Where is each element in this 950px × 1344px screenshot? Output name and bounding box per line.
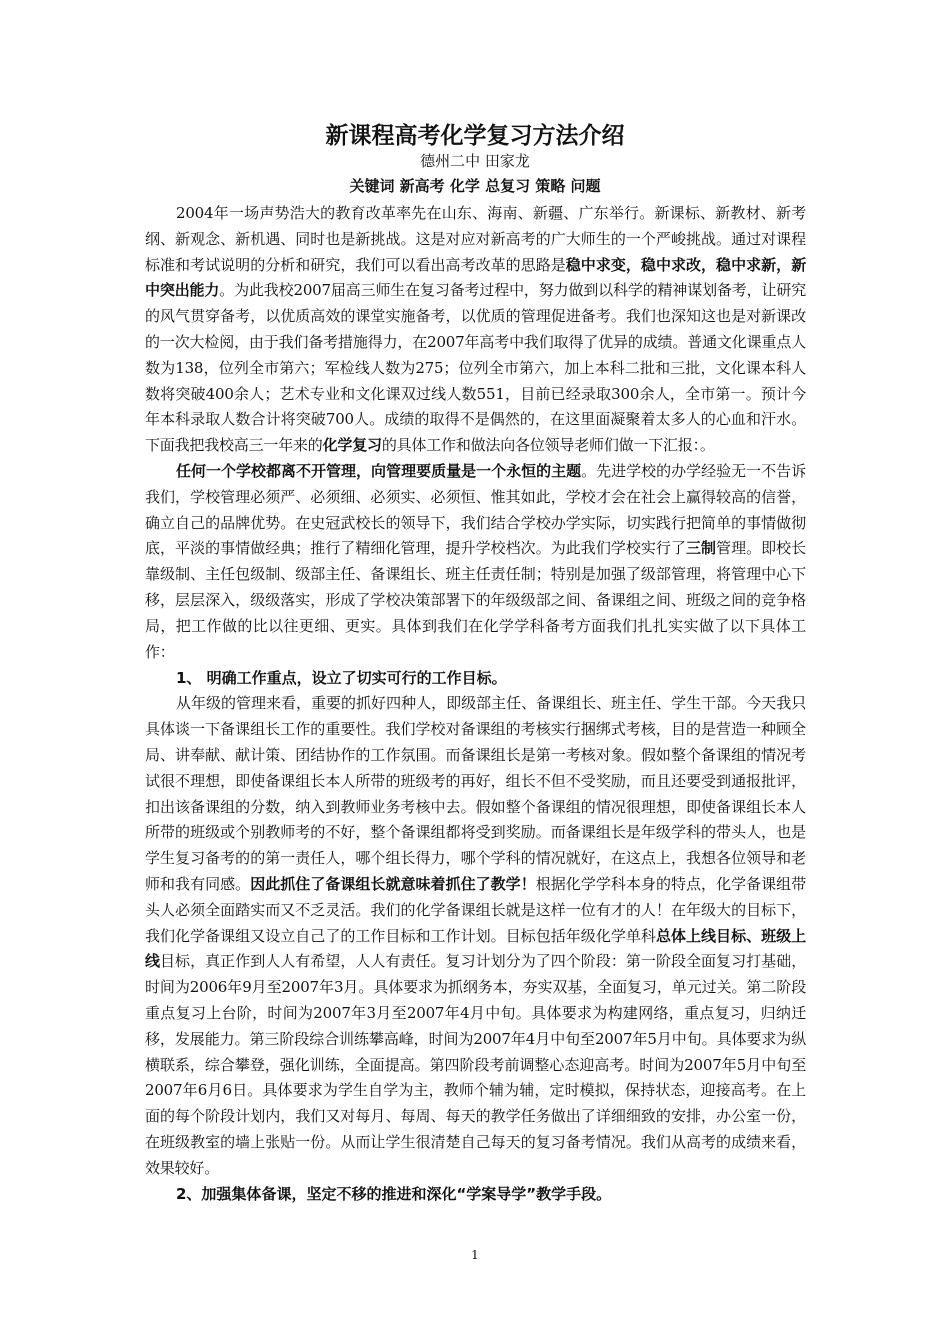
intro-text-1: 2004年一场声势浩大的教育改革率先在山东、海南、新疆、广东举行。新课标、新教材、新考纲、新观念、新机遇、同时也是新挑战。这是对应对新高考的广大师生的一个严峻挑战。通过对课程标准和考试说明的分析和研究，我们可以看出高考改革的思路是 [145,204,806,274]
page-number: 1 [471,1248,479,1262]
goals-text-3: 目标，真正作到人人有希望，人人有责任。复习计划分为了四个阶段：第一阶段全面复习打基础，时间为2006年9月至2007年3月。具体要求为抓纲务本，夯实双基，全面复习，单元过关。第二阶段重点复习上台阶，时间为2007年3月至2007年4月中旬。具体要求为构建网络，重点复习，归纳迁移，发展能力。第三阶段综合训练攀高峰，时间为2007年4月中旬至2007年5月中旬。具体要求为纵横联系，综合攀登，强化训练，全面提高。第四阶段考前调整心态迎高考。时间为2007年5月中旬至2007年6月6日。具体要求为学生自学为主，教师个辅为辅，定时模拟，保持状态，迎接高考。在上面的每个阶段计划内，我们又对每月、每周、每天的教学任务做出了详细细致的安排，办公室一份，在班级教室的墙上张贴一份。从而让学生很清楚自己每天的复习备考情况。我们从高考的成绩来看，效果较好。 [145,952,806,1177]
document-body [145,201,806,1207]
management-bold-1: 任何一个学校都离不开管理，向管理要质量是一个永恒的主题 [176,461,582,480]
intro-text-2: 。为此我校2007届高三师生在复习备考过程中，努力做到以科学的精神谋划备考，让研究的风气贯穿备考，以优质高效的课堂实施备考，以优质的管理促进备考。我们也深知这也是对新课改的一次大检阅，由于我们备考措施得力，在2007年高考中我们取得了优异的成绩。普通文化课重点人数为138，位列全市第六；军检线人数为275；位列全市第六，加上本科二批和三批，文化课本科人数将突破400余人；艺术专业和文化课双过线人数551，目前已经录取300余人，全市第一。预计今年本科录取人数合计将突破700人。成绩的取得不是偶然的，在这里面凝聚着太多人的心血和汗水。下面我把我校高三一年来的 [145,281,806,455]
management-text-2: 管理。即校长靠级制、主任包级制、级部主任、备课组长、班主任责任制；特别是加强了级部管理，将管理中心下移，层层深入，级级落实，形成了学校决策部署下的年级级部之间、备课组之间、班级之间的竞争格局，把工作做的比以往更细、更实。具体到我们在化学学科备考方面我们扎扎实实做了以下具体工作： [145,539,806,661]
paragraph-goals [145,691,806,1181]
goals-text-1: 从年级的管理来看，重要的抓好四种人，即级部主任、备课组长、班主任、学生干部。今天我只具体谈一下备课组长工作的重要性。我们学校对备课组的考核实行捆绑式考核，目的是营造一种顾全局、讲奉献、献计策、团结协作的工作氛围。而备课组长是第一考核对象。假如整个备课组的情况考试很不理想，即使备课组长本人所带的班级考的再好，组长不但不受奖励，而且还要受到通报批评，扣出该备课组的分数，纳入到教师业务考核中去。假如整个备课组的情况很理想，即使备课组长本人所带的班级或个别教师考的不好，整个备课组都将受到奖励。而备课组长是年级学科的带头人，也是学生复习备考的的第一责任人，哪个组长得力，哪个学科的情况就好，在这点上，我想各位领导和老师和我有同感。 [145,694,806,893]
goals-bold-1: 因此抓住了备课组长就意味着抓住了教学！ [250,874,536,893]
intro-bold-2: 化学复习 [322,436,382,455]
management-text-1: 。先进学校的办学经验无一不告诉我们，学校管理必须严、必须细、必须实、必须恒、惟其如此，学校才会在社会上赢得较高的信誉，确立自己的品牌优势。在史冠武校长的领导下，我们结合学校办学实际，切实践行把简单的事情做彻底，平淡的事情做经典；推行了精细化管理，提升学校档次。为此我们学校实行了 [145,461,806,558]
author-line: 德州二中 田家龙 [420,152,530,170]
section-heading-2: 2、加强集体备课，坚定不移的推进和深化“学案导学”教学手段。 [176,1185,612,1204]
paragraph-intro [145,201,806,459]
intro-text-3: 的具体工作和做法向各位领导老师们做一下汇报：。 [381,436,715,455]
goals-bold-2: 总体上线目标、班级上线 [145,926,806,971]
section-heading-1: 1、 明确工作重点，设立了切实可行的工作目标。 [176,669,507,688]
management-bold-2: 三制 [685,539,717,558]
document-title: 新课程高考化学复习方法介绍 [325,123,625,149]
keywords-line: 关键词 新高考 化学 总复习 策略 问题 [349,177,601,195]
goals-text-2: 根据化学学科本身的特点，化学备课组带头人必须全面踏实而又不乏灵活。我们的化学备课组长就是这样一位有才的人！在年级大的目标下，我们化学备课组又设立自己了的工作目标和工作计划。目标包括年级化学单科 [145,874,807,945]
paragraph-management [145,459,806,665]
intro-bold-1: 稳中求变，稳中求改，稳中求新，新中突出能力 [145,255,806,300]
